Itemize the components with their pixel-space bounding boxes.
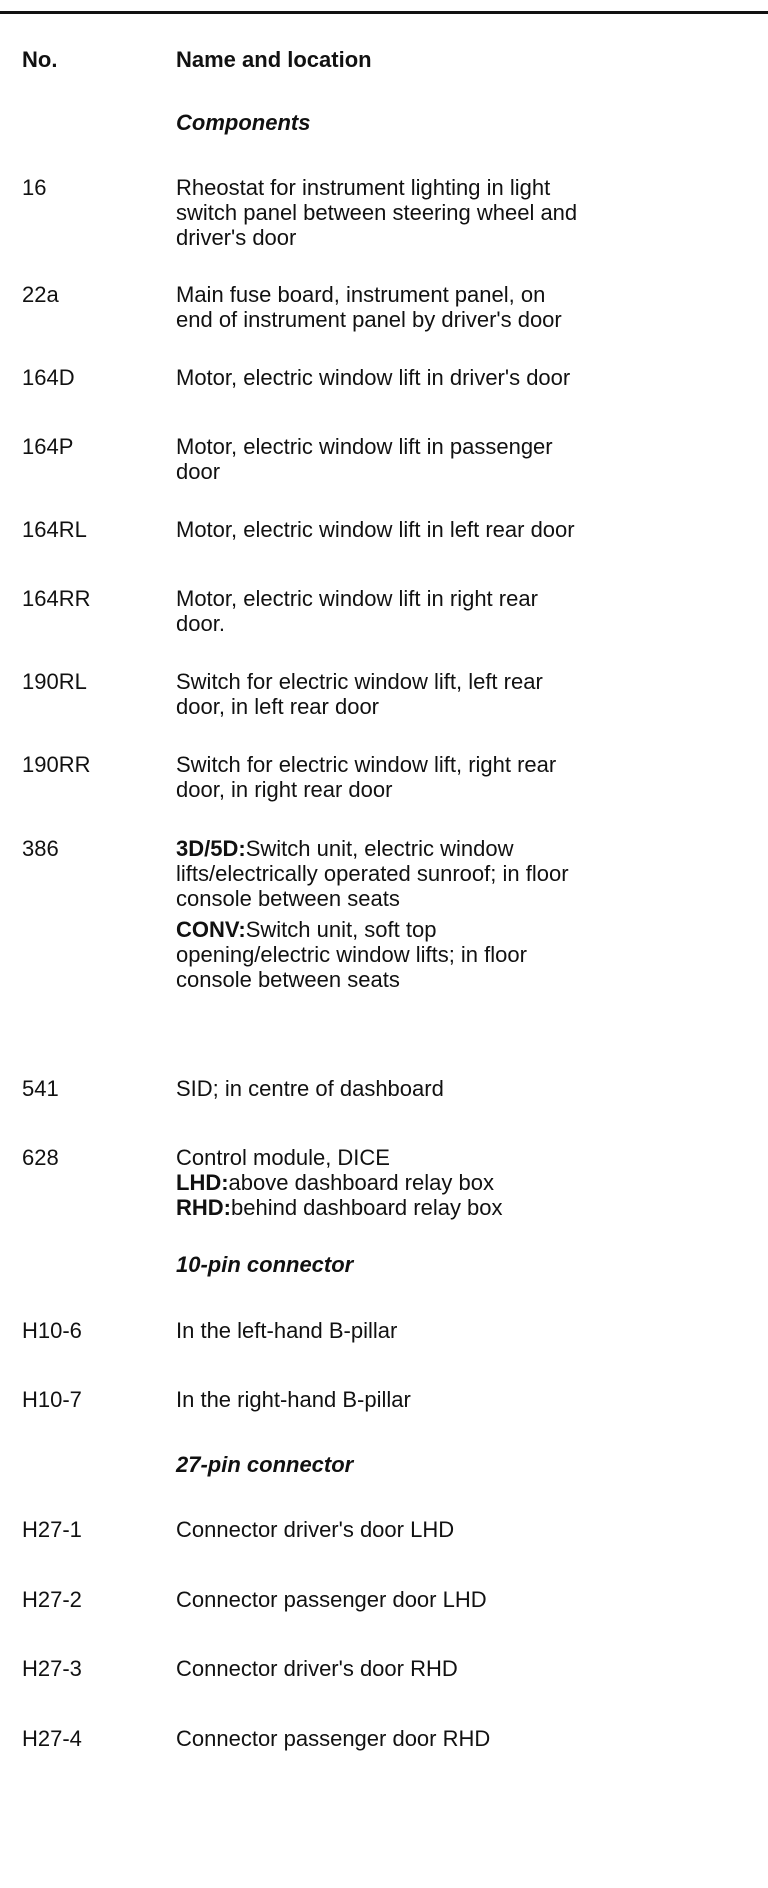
section-title: 27-pin connector <box>176 1452 354 1477</box>
item-description: In the right-hand B-pillar <box>176 1387 411 1412</box>
item-description: Connector driver's door LHD <box>176 1517 455 1542</box>
table-row <box>22 1656 742 1681</box>
section-10-pin <box>22 1252 742 1277</box>
item-description: 3D/5D:Switch unit, electric window lifts/electrically operated sunroof; in floor console between seats CONV:Switch unit, soft top opening/electric window lifts; in floor console between seats <box>176 836 569 992</box>
table-row <box>22 1387 742 1412</box>
item-number: 164P <box>22 434 74 459</box>
table-row <box>22 1517 742 1542</box>
item-description: Switch for electric window lift, left rear door, in left rear door <box>176 669 543 719</box>
table-row <box>22 1587 742 1612</box>
item-number: 164RR <box>22 586 91 611</box>
variant-label: RHD: <box>176 1195 231 1220</box>
table-row <box>22 175 742 250</box>
item-description: Motor, electric window lift in left rear door <box>176 517 575 542</box>
item-description: Connector passenger door LHD <box>176 1587 487 1612</box>
item-number: 190RL <box>22 669 87 694</box>
section-27-pin <box>22 1452 742 1477</box>
item-description: Motor, electric window lift in right rear door. <box>176 586 538 636</box>
table-row <box>22 669 742 719</box>
item-number: H27-1 <box>22 1517 82 1542</box>
item-number: 16 <box>22 175 47 200</box>
item-number: 628 <box>22 1145 59 1170</box>
item-description: Motor, electric window lift in passenger door <box>176 434 553 484</box>
table-row <box>22 586 742 636</box>
item-description: Connector driver's door RHD <box>176 1656 458 1681</box>
variant-label: CONV: <box>176 917 246 942</box>
item-description: In the left-hand B-pillar <box>176 1318 398 1343</box>
table-row <box>22 752 742 802</box>
item-number: 541 <box>22 1076 59 1101</box>
item-number: 190RR <box>22 752 91 777</box>
header-no: No. <box>22 47 58 72</box>
table-row <box>22 517 742 542</box>
item-description: Motor, electric window lift in driver's door <box>176 365 571 390</box>
table-row <box>22 1726 742 1751</box>
header-name: Name and location <box>176 47 372 72</box>
item-number: H27-3 <box>22 1656 82 1681</box>
table-row <box>22 1318 742 1343</box>
item-description: Connector passenger door RHD <box>176 1726 491 1751</box>
section-title: 10-pin connector <box>176 1252 354 1277</box>
item-number: 164D <box>22 365 75 390</box>
item-number: 164RL <box>22 517 87 542</box>
item-number: H10-7 <box>22 1387 82 1412</box>
item-description: Control module, DICE LHD:above dashboard relay box RHD:behind dashboard relay box <box>176 1145 503 1220</box>
item-number: H27-4 <box>22 1726 82 1751</box>
item-description: Main fuse board, instrument panel, on end of instrument panel by driver's door <box>176 282 562 332</box>
item-number: H27-2 <box>22 1587 82 1612</box>
item-number: H10-6 <box>22 1318 82 1343</box>
table-row <box>22 1076 742 1101</box>
item-description: Switch for electric window lift, right rear door, in right rear door <box>176 752 557 802</box>
table-header <box>22 47 742 72</box>
table-row <box>22 434 742 484</box>
table-row <box>22 282 742 332</box>
item-description: Rheostat for instrument lighting in light switch panel between steering wheel and driver's door <box>176 175 578 250</box>
section-components <box>22 110 742 135</box>
table-row <box>22 1145 742 1220</box>
table-row <box>22 836 742 992</box>
section-title: Components <box>176 110 311 135</box>
top-rule <box>0 11 768 14</box>
variant-label: 3D/5D: <box>176 836 246 861</box>
item-number: 22a <box>22 282 59 307</box>
item-number: 386 <box>22 836 59 861</box>
item-description: SID; in centre of dashboard <box>176 1076 444 1101</box>
table-row <box>22 365 742 390</box>
variant-label: LHD: <box>176 1170 229 1195</box>
